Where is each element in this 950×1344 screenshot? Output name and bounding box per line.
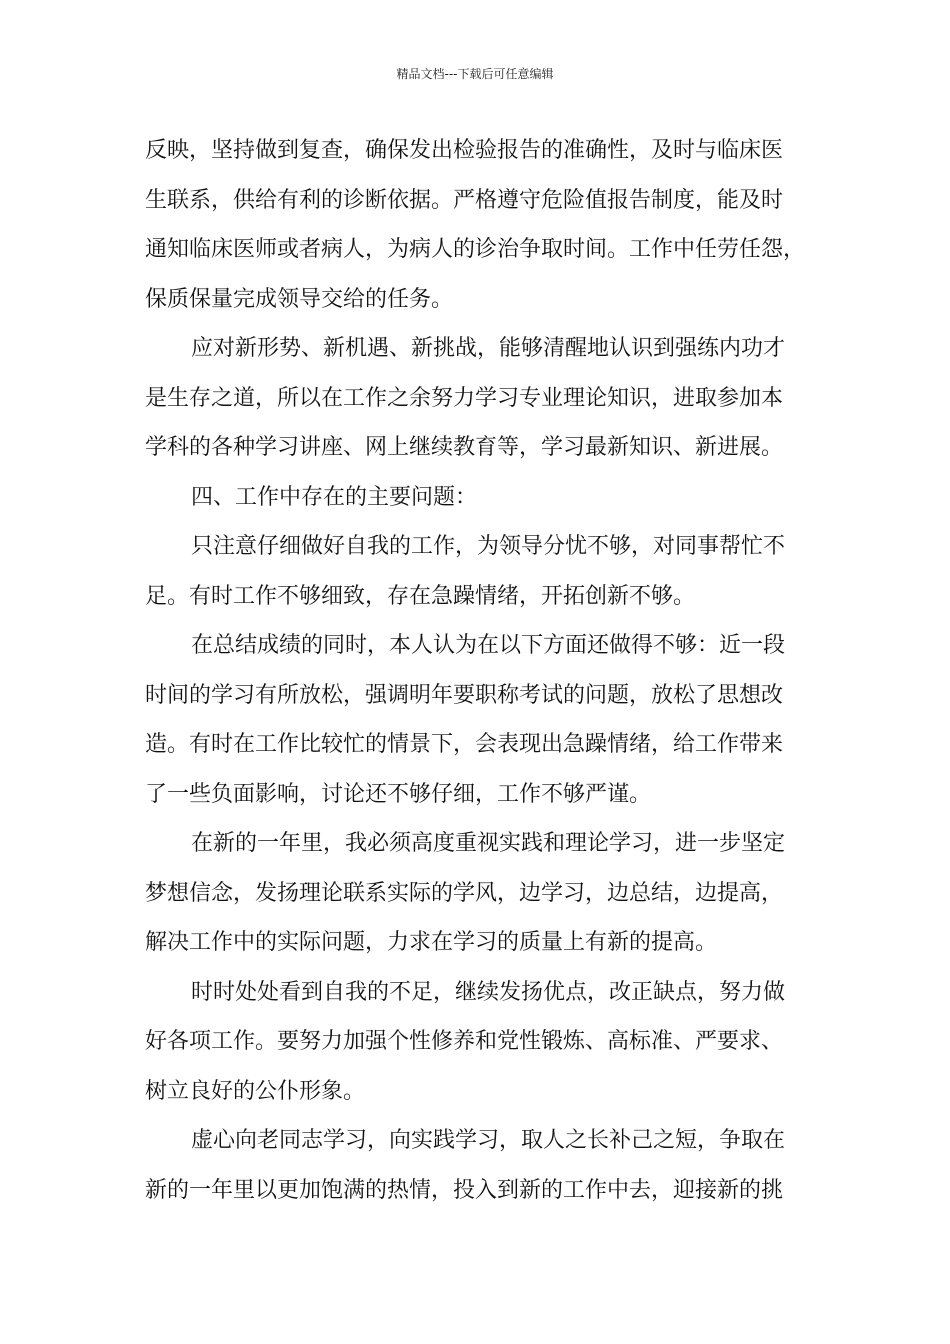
text-line: 树立良好的公仆形象。 xyxy=(145,1078,366,1104)
text-line: 生联系，供给有利的诊断依据。严格遵守危险值报告制度，能及时 xyxy=(145,187,784,213)
text-line: 造。有时在工作比较忙的情景下，会表现出急躁情绪，给工作带来 xyxy=(145,732,784,757)
text-line: 了一些负面影响，讨论还不够仔细，工作不够严谨。 xyxy=(145,781,652,807)
text-line: 在新的一年里，我必须高度重视实践和理论学习，进一步坚定 xyxy=(191,831,786,856)
text-line: 反映，坚持做到复查，确保发出检验报告的准确性，及时与临床医 xyxy=(145,138,784,163)
text-line: 在总结成绩的同时，本人认为在以下方面还做得不够：近一段 xyxy=(191,633,786,658)
text-line: 梦想信念，发扬理论联系实际的学风，边学习，边总结，边提高， xyxy=(145,880,784,906)
text-line: 应对新形势、新机遇、新挑战，能够清醒地认识到强练内功才 xyxy=(191,336,786,361)
text-line: 好各项工作。要努力加强个性修养和党性锻炼、高标准、严要求、 xyxy=(145,1029,784,1054)
page-header: 精品文档---下载后可任意编辑 xyxy=(396,67,554,81)
text-line: 学科的各种学习讲座、网上继续教育等，学习最新知识、新进展。 xyxy=(145,435,784,460)
text-line: 新的一年里以更加饱满的热情，投入到新的工作中去，迎接新的挑 xyxy=(145,1177,784,1203)
text-line: 是生存之道，所以在工作之余努力学习专业理论知识，进取参加本 xyxy=(145,385,784,411)
text-line: 通知临床医师或者病人，为病人的诊治争取时间。工作中任劳任怨， xyxy=(145,237,806,262)
text-line: 足。有时工作不够细致，存在急躁情绪，开拓创新不够。 xyxy=(145,583,696,609)
text-line: 只注意仔细做好自我的工作，为领导分忧不够，对同事帮忙不 xyxy=(191,534,786,559)
text-line: 时间的学习有所放松，强调明年要职称考试的问题，放松了思想改 xyxy=(145,682,784,708)
text-line: 时时处处看到自我的不足，继续发扬优点，改正缺点，努力做 xyxy=(191,979,786,1005)
text-line: 虚心向老同志学习，向实践学习，取人之长补己之短，争取在 xyxy=(191,1128,786,1153)
text-line: 四、工作中存在的主要问题： xyxy=(191,484,478,510)
text-line: 解决工作中的实际问题，力求在学习的质量上有新的提高。 xyxy=(145,930,718,955)
text-line: 保质保量完成领导交给的任务。 xyxy=(145,286,454,312)
document-body xyxy=(145,126,825,1215)
